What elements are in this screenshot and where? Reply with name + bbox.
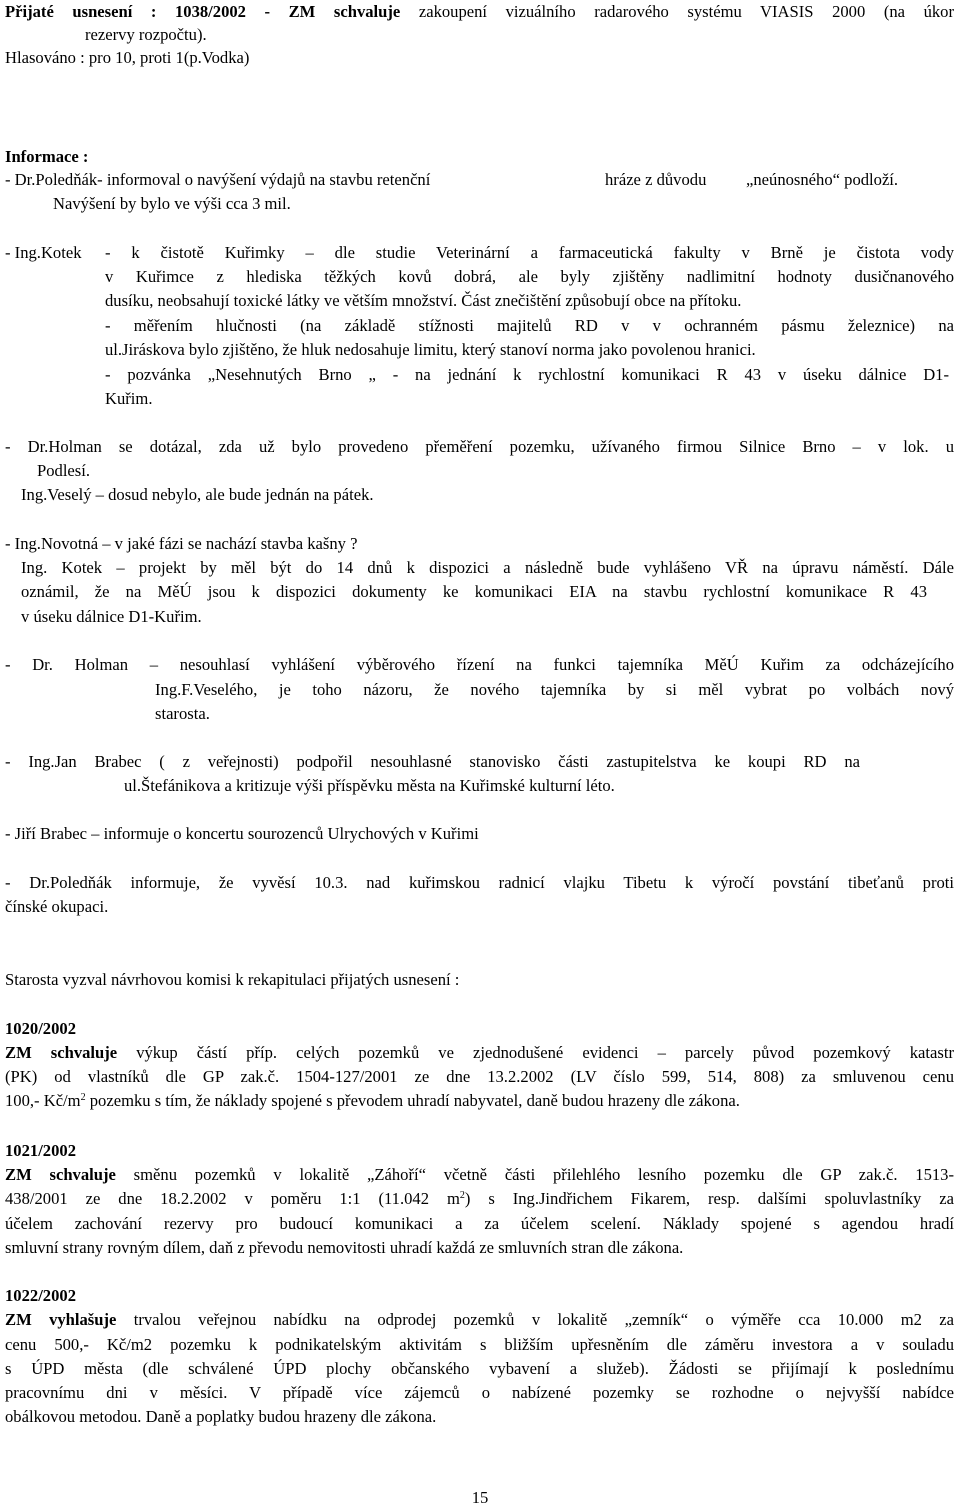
- text-line: ZM schvaluje výkup částí příp. celých pozemků ve zjednodušené evidenci – parcely původ pozemkový katastr: [5, 1043, 954, 1062]
- text-line: ul.Štefánikova a kritizuje výši příspěvku města na Kuřimské kulturní léto.: [124, 776, 615, 795]
- text-line: hráze z důvodu: [605, 170, 707, 189]
- text-line: Kuřim.: [105, 389, 153, 408]
- resolution-label: ZM schvaluje: [5, 1043, 118, 1062]
- text-line: Ing.Veselý – dosud nebylo, ale bude jednán na pátek.: [21, 485, 374, 504]
- text-line: (PK) od vlastníků dle GP zak.č. 1504-127/2001 ze dne 13.2.2002 (LV číslo 599, 514, 808) za smluvenou cenu: [5, 1067, 954, 1086]
- text-line: ZM vyhlašuje trvalou veřejnou nabídku na odprodej pozemků v lokalitě „zemník“ o výměře cca 10.000 m2 za: [5, 1310, 954, 1329]
- resolution-number: 1022/2002: [5, 1286, 76, 1305]
- text-line: - Jiří Brabec – informuje o koncertu sourozenců Ulrychových v Kuřimi: [5, 824, 479, 843]
- text-line: - měřením hlučnosti (na základě stížnosti majitelů RD v v ochranném pásmu železnice) na: [105, 316, 954, 335]
- text-line: - pozvánka „Nesehnutých Brno „ - na jednání k rychlostní komunikaci R 43 v úseku dálnice D1-: [105, 365, 949, 384]
- text-line: dusíku, neobsahují toxické látky ve větším množství. Část znečištění způsobují obce na přítoku.: [105, 291, 742, 310]
- text-line: - Dr.Holman se dotázal, zda už bylo provedeno přeměření pozemku, užívaného firmou Silnice Brno – v lok. u: [5, 437, 954, 456]
- text-line: - Dr. Holman – nesouhlasí vyhlášení výběrového řízení na funkci tajemníka MěÚ Kuřim za odcházejícího: [5, 655, 954, 674]
- text-line: Podlesí.: [37, 461, 91, 480]
- resolution-label: ZM schvaluje: [5, 1165, 116, 1184]
- text-line: pracovnímu dni v měsíci. V případě více zájemců o nabízené pozemky se rozhodne o nejvyšší nabídce: [5, 1383, 954, 1402]
- text-line: čínské okupaci.: [5, 897, 109, 916]
- resolution-1038-line: Přijaté usnesení : 1038/2002 - ZM schvaluje zakoupení vizuálního radarového systému VIASIS 2000 (na úkor: [5, 2, 954, 21]
- text-line: cenu 500,- Kč/m2 pozemku k podnikatelským aktivitám s bližším upřesněním dle záměru investora a v souladu: [5, 1335, 954, 1354]
- text-line: 438/2001 ze dne 18.2.2002 v poměru 1:1 (11.042 $m^2$) s Ing.Jindřichem Fikarem, resp. dalšími spoluvlastníky za: [5, 1189, 954, 1208]
- text-line: - Dr.Poledňák- informoval o navýšení výdajů na stavbu retenční: [5, 170, 431, 189]
- vote-line: Hlasováno : pro 10, proti 1(p.Vodka): [5, 48, 250, 67]
- text-line: ZM schvaluje směnu pozemků v lokalitě „Záhoří“ včetně části přilehlého lesního pozemku dle GP zak.č. 1513-: [5, 1165, 954, 1184]
- text-line: Ing. Kotek – projekt by měl být do 14 dnů k dispozici a následně bude vyhlášeno VŘ na úpravu náměstí. Dále: [21, 558, 954, 577]
- text-line: 100,- $Kč/m^2$ pozemku s tím, že náklady spojené s převodem uhradí nabyvatel, daně budou hrazeny dle zákona.: [5, 1091, 740, 1110]
- text-line: Navýšení by bylo ve výši cca 3 mil.: [53, 194, 291, 213]
- text-line: starosta.: [155, 704, 210, 723]
- text-line: - Ing.Kotek: [5, 243, 82, 262]
- text-line: oznámil, že na MěÚ jsou k dispozici dokumenty ke komunikaci EIA na stavbu rychlostní komunikace R 43: [21, 582, 927, 601]
- resolution-label: ZM vyhlašuje: [5, 1310, 117, 1329]
- text-line: v úseku dálnice D1-Kuřim.: [21, 607, 202, 626]
- resolution-label: Přijaté usnesení : 1038/2002 - ZM schvaluje: [5, 2, 401, 21]
- resolution-number: 1021/2002: [5, 1141, 76, 1160]
- text-line: - Ing.Jan Brabec ( z veřejnosti) podpořil nesouhlasné stanovisko části zastupitelstva ke koupi RD na: [5, 752, 860, 771]
- text-line: ul.Jiráskova bylo zjištěno, že hluk nedosahuje limitu, který stanoví norma jako povolenou hranici.: [105, 340, 756, 359]
- resolution-number: 1020/2002: [5, 1019, 76, 1038]
- text-line: účelem zachování rezervy pro budoucí komunikaci a za účelem scelení. Náklady spojené s agendou hradí: [5, 1214, 954, 1233]
- text-line: smluvní strany rovným dílem, daň z převodu nemovitosti uhradí každá ze smluvních stran dle zákona.: [5, 1238, 684, 1257]
- section-heading-informace: Informace :: [5, 147, 89, 166]
- text-line: Starosta vyzval návrhovou komisi k rekapitulaci přijatých usnesení :: [5, 970, 460, 989]
- text-line: - Ing.Novotná – v jaké fázi se nachází stavba kašny ?: [5, 534, 358, 553]
- text-line: v Kuřimce z hlediska těžkých kovů dobrá, ale byly zjištěny nadlimitní hodnoty dusičnanového: [105, 267, 954, 286]
- text-line: rezervy rozpočtu).: [85, 25, 207, 44]
- text-line: Ing.F.Veselého, je toho názoru, že nového tajemníka by si měl vybrat po volbách nový: [155, 680, 954, 699]
- text-line: obálkovou metodou. Daně a poplatky budou hrazeny dle zákona.: [5, 1407, 437, 1426]
- page-number: 15: [471, 1488, 489, 1507]
- text-line: „neúnosného“ podloží.: [746, 170, 899, 189]
- text-line: s ÚPD města (dle schválené ÚPD plochy občanského vybavení a služeb). Žádosti se přijímají k poslednímu: [5, 1359, 954, 1378]
- text-line: - Dr.Poledňák informuje, že vyvěsí 10.3. nad kuřimskou radnicí vlajku Tibetu k výročí povstání tibeťanů proti: [5, 873, 954, 892]
- text-line: - k čistotě Kuřimky – dle studie Veterinární a farmaceutická fakulty v Brně je čistota vody: [105, 243, 954, 262]
